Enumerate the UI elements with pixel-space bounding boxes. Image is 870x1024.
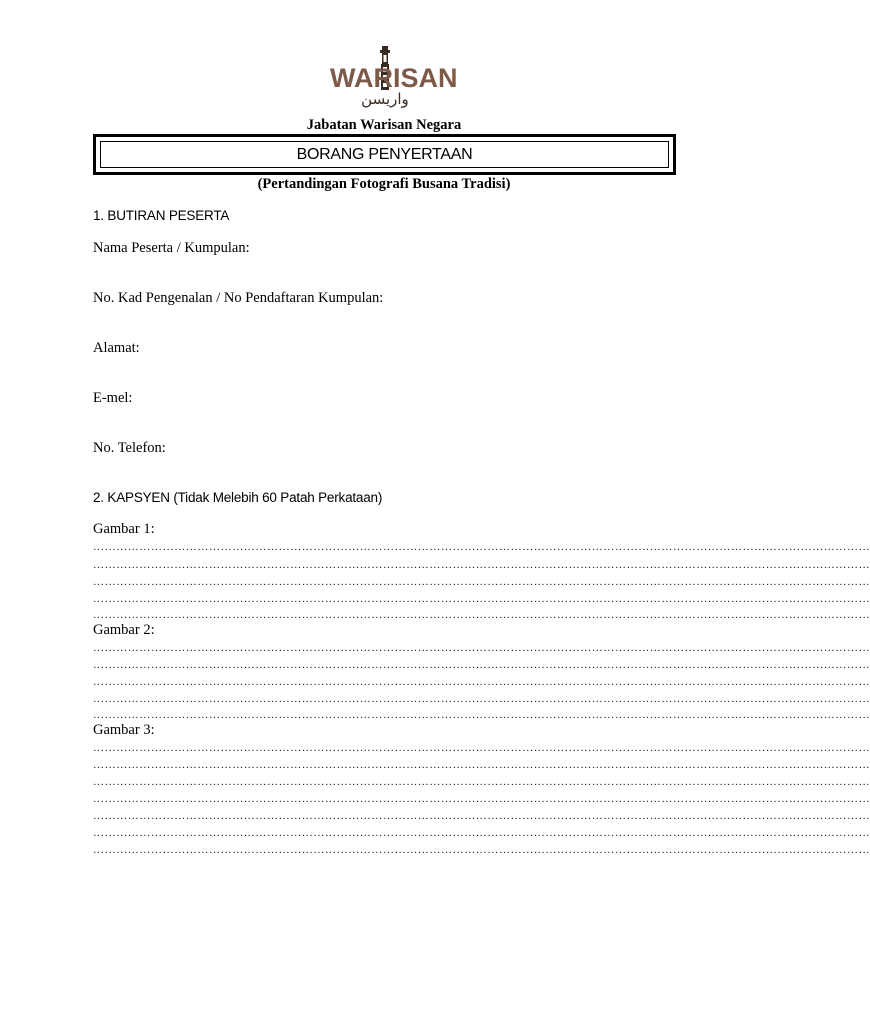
warisan-logo <box>330 44 458 110</box>
caption-line[interactable]: ………………………………………………………………………………………………………………………………………………………………………………… <box>93 776 870 788</box>
caption-line[interactable]: ………………………………………………………………………………………………………………………………………………………………………………… <box>93 541 870 553</box>
logo-jawi-text: ﻭﺍﺭﻳﺴﻦ <box>361 90 409 108</box>
caption-line[interactable]: ………………………………………………………………………………………………………………………………………………………………………………… <box>93 810 870 822</box>
form-title: BORANG PENYERTAAN <box>100 141 669 168</box>
field-phone-label: No. Telefon: <box>93 440 166 456</box>
caption-line[interactable]: ………………………………………………………………………………………………………………………………………………………………………………… <box>93 593 870 605</box>
department-name: Jabatan Warisan Negara <box>306 117 462 133</box>
caption-line[interactable]: ………………………………………………………………………………………………………………………………………………………………………………… <box>93 642 870 654</box>
gambar-2-label: Gambar 2: <box>93 622 155 638</box>
section-2-heading: 2. KAPSYEN (Tidak Melebih 60 Patah Perkataan) <box>93 490 383 505</box>
gambar-1-label: Gambar 1: <box>93 521 155 537</box>
caption-line[interactable]: ………………………………………………………………………………………………………………………………………………………………………………… <box>93 576 870 588</box>
caption-line[interactable]: ………………………………………………………………………………………………………………………………………………………………………………… <box>93 693 870 705</box>
logo-wordmark: WARISAN <box>330 63 458 93</box>
caption-line[interactable]: ………………………………………………………………………………………………………………………………………………………………………………… <box>93 676 870 688</box>
title-box <box>93 134 676 175</box>
section-1-heading: 1. BUTIRAN PESERTA <box>93 208 230 223</box>
caption-line[interactable]: ………………………………………………………………………………………………………………………………………………………………………………… <box>93 827 870 839</box>
caption-line[interactable]: ………………………………………………………………………………………………………………………………………………………………………………… <box>93 742 870 754</box>
field-email-label: E-mel: <box>93 390 133 406</box>
caption-line[interactable]: ………………………………………………………………………………………………………………………………………………………………………………… <box>93 659 870 671</box>
caption-line[interactable]: ………………………………………………………………………………………………………………………………………………………………………………… <box>93 844 870 856</box>
field-name-label: Nama Peserta / Kumpulan: <box>93 240 250 256</box>
caption-line[interactable]: ………………………………………………………………………………………………………………………………………………………………………………… <box>93 759 870 771</box>
caption-line[interactable]: ………………………………………………………………………………………………………………………………………………………………………………… <box>93 559 870 571</box>
field-ic-label: No. Kad Pengenalan / No Pendaftaran Kumpulan: <box>93 290 384 306</box>
caption-line[interactable]: ………………………………………………………………………………………………………………………………………………………………………………… <box>93 793 870 805</box>
gambar-3-label: Gambar 3: <box>93 722 155 738</box>
caption-line[interactable]: ………………………………………………………………………………………………………………………………………………………………………………… <box>93 709 870 721</box>
form-subtitle: (Pertandingan Fotografi Busana Tradisi) <box>257 176 511 192</box>
caption-line[interactable]: ………………………………………………………………………………………………………………………………………………………………………………… <box>93 609 870 621</box>
field-address-label: Alamat: <box>93 340 140 356</box>
